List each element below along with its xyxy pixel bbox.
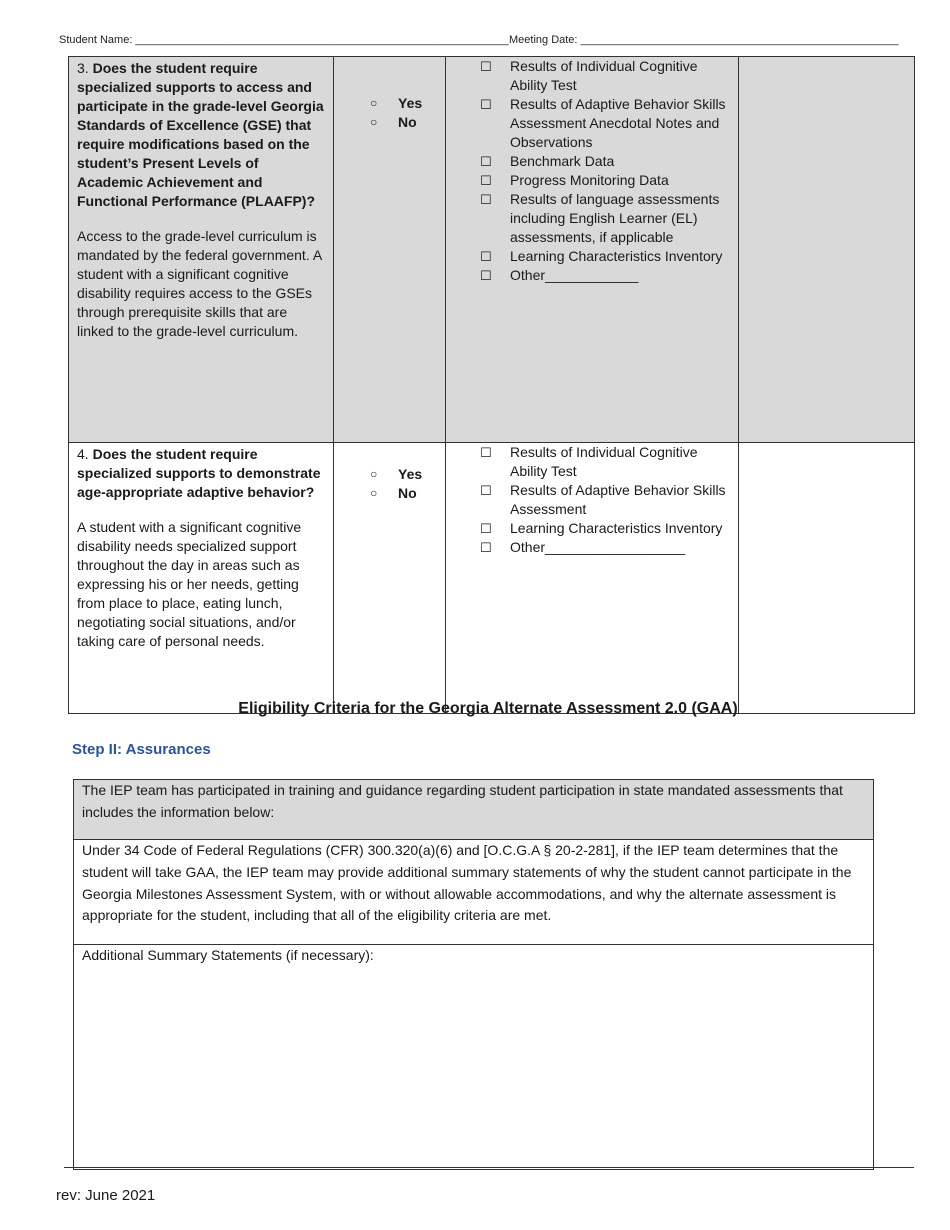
yes-radio-option[interactable] <box>370 94 445 113</box>
notes-cell[interactable] <box>739 57 915 443</box>
question-number: 4. <box>77 446 89 462</box>
no-radio-option[interactable] <box>370 484 445 503</box>
checkbox-square-icon[interactable]: ☐ <box>480 154 492 169</box>
evidence-label: Benchmark Data <box>510 153 615 169</box>
evidence-label: Results of Adaptive Behavior Skills Assessment <box>510 482 726 517</box>
evidence-label: Other__________________ <box>510 539 686 555</box>
step-heading: Step II: Assurances <box>72 741 211 758</box>
yes-label: Yes <box>398 466 423 482</box>
no-label: No <box>398 114 417 130</box>
evidence-label: Learning Characteristics Inventory <box>510 520 723 536</box>
checkbox-square-icon[interactable]: ☐ <box>480 192 492 207</box>
checkbox-square-icon[interactable]: ☐ <box>480 249 492 264</box>
evidence-item[interactable] <box>480 538 734 557</box>
yes-no-cell <box>334 443 446 714</box>
question-explanation: Access to the grade-level curriculum is mandated by the federal government. A student with a significant cognitive disability requires access to the GSEs through prerequisite skills that are linked to the grade-level curriculum. <box>77 228 322 339</box>
evidence-cell <box>446 443 739 714</box>
question-cell <box>69 443 334 714</box>
evidence-item[interactable] <box>480 481 734 519</box>
evidence-label: Results of Adaptive Behavior Skills Assessment Anecdotal Notes and Observations <box>510 96 726 150</box>
header-fields <box>59 34 899 46</box>
evidence-item[interactable] <box>480 443 734 481</box>
footer-divider <box>64 1167 914 1168</box>
checkbox-square-icon[interactable]: ☐ <box>480 59 492 74</box>
checkbox-square-icon[interactable]: ☐ <box>480 173 492 188</box>
checkbox-square-icon[interactable]: ☐ <box>480 97 492 112</box>
checkbox-square-icon[interactable]: ☐ <box>480 521 492 536</box>
checkbox-square-icon[interactable]: ☐ <box>480 540 492 555</box>
question-cell <box>69 57 334 443</box>
checkbox-square-icon[interactable]: ☐ <box>480 445 492 460</box>
radio-circle-icon[interactable]: ○ <box>370 467 378 481</box>
notes-cell[interactable] <box>739 443 915 714</box>
no-label: No <box>398 485 417 501</box>
student-name-field[interactable]: Student Name: _____________________________________________________________ <box>59 34 509 46</box>
radio-circle-icon[interactable]: ○ <box>370 96 378 110</box>
revision-note: rev: June 2021 <box>56 1187 156 1204</box>
assurance-intro: The IEP team has participated in training and guidance regarding student participation in state mandated assessments that includes the information below: <box>74 780 874 840</box>
yes-label: Yes <box>398 95 423 111</box>
evidence-item[interactable] <box>480 519 734 538</box>
criterion-row-4 <box>69 443 915 714</box>
question-bold: Does the student require specialized supports to access and participate in the grade-level Georgia Standards of Excellence (GSE) that require modifications based on the student’s Present Levels of Academic Achievement and Functional Performance (PLAAFP)? <box>77 60 324 209</box>
evidence-item[interactable] <box>480 57 734 95</box>
evidence-label: Results of Individual Cognitive Ability Test <box>510 444 698 479</box>
question-text <box>77 59 325 211</box>
no-radio-option[interactable] <box>370 113 445 132</box>
summary-statements-field[interactable] <box>74 945 874 1170</box>
evidence-item[interactable] <box>480 95 734 152</box>
question-text <box>77 445 325 502</box>
evidence-item[interactable] <box>480 266 734 285</box>
radio-circle-icon[interactable]: ○ <box>370 115 378 129</box>
section-title: Eligibility Criteria for the Georgia Alternate Assessment 2.0 (GAA) <box>238 700 738 717</box>
radio-circle-icon[interactable]: ○ <box>370 486 378 500</box>
assurance-regulation: Under 34 Code of Federal Regulations (CFR) 300.320(a)(6) and [O.C.G.A § 20-2-281], if the IEP team determines that the student will take GAA, the IEP team may provide additional summary statements of why the student cannot participate in the Georgia Milestones Assessment System, with or without allowable accommodations, and why the alternate assessment is appropriate for the student, including that all of the eligibility criteria are met. <box>74 840 874 945</box>
evidence-label: Results of Individual Cognitive Ability Test <box>510 58 698 93</box>
evidence-label: Progress Monitoring Data <box>510 172 669 188</box>
checkbox-square-icon[interactable]: ☐ <box>480 483 492 498</box>
evidence-label: Other____________ <box>510 267 639 283</box>
yes-radio-option[interactable] <box>370 465 445 484</box>
evidence-label: Learning Characteristics Inventory <box>510 248 723 264</box>
summary-statements-label: Additional Summary Statements (if necessary): <box>82 947 374 963</box>
evidence-label: Results of language assessments including English Learner (EL) assessments, if applicable <box>510 191 720 245</box>
question-bold: Does the student require specialized supports to demonstrate age-appropriate adaptive behavior? <box>77 446 321 500</box>
evidence-item[interactable] <box>480 247 734 266</box>
question-explanation: A student with a significant cognitive disability needs specialized support throughout the day in areas such as expressing his or her needs, getting from place to place, eating lunch, negotiating social situations, and/or taking care of personal needs. <box>77 519 302 649</box>
question-number: 3. <box>77 60 89 76</box>
assurances-table <box>73 779 874 1170</box>
criterion-row-3 <box>69 57 915 443</box>
checkbox-square-icon[interactable]: ☐ <box>480 268 492 283</box>
evidence-cell <box>446 57 739 443</box>
meeting-date-field[interactable]: Meeting Date: ____________________________________________________ <box>509 34 899 46</box>
evidence-item[interactable] <box>480 190 734 247</box>
criteria-table <box>68 56 915 714</box>
yes-no-cell <box>334 57 446 443</box>
evidence-item[interactable] <box>480 152 734 171</box>
evidence-item[interactable] <box>480 171 734 190</box>
